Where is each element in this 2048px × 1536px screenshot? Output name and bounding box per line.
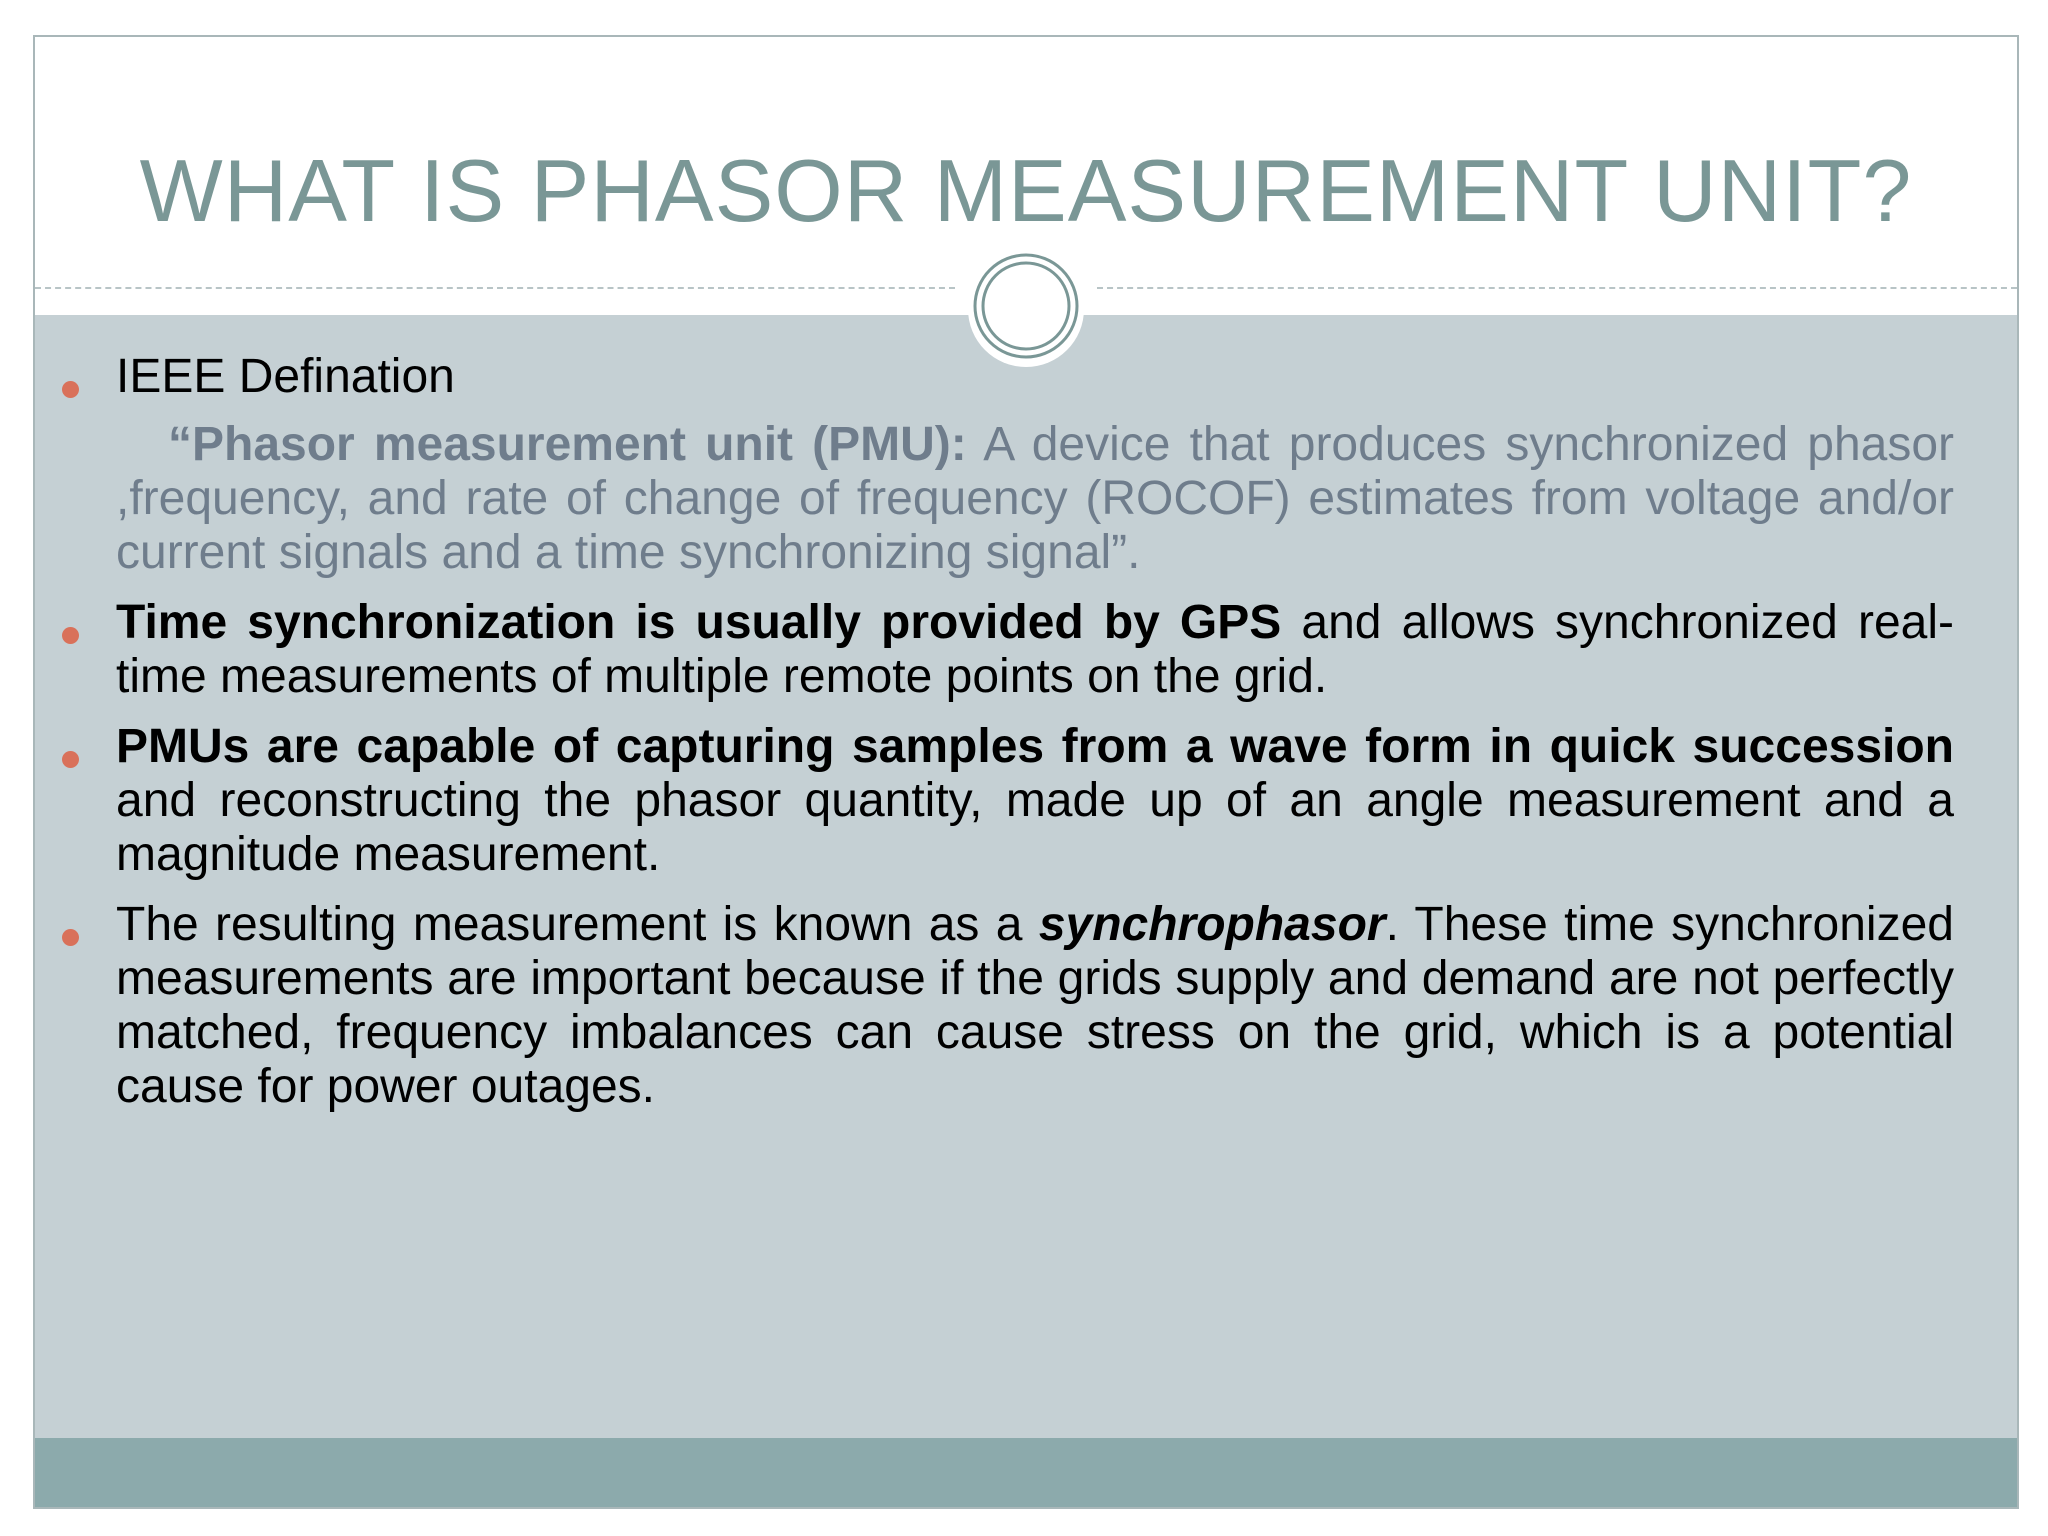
slide-title: WHAT IS PHASOR MEASUREMENT UNIT? — [139, 141, 1913, 240]
synchrophasor-term: synchrophasor — [1038, 898, 1386, 951]
footer-band — [35, 1438, 2017, 1507]
bullet-time-sync — [116, 596, 1954, 704]
quote-term: “Phasor measurement unit (PMU): — [168, 418, 967, 471]
bullet-body-start: The resulting measurement is known as a — [116, 898, 1039, 951]
bullet-ieee-definition — [116, 350, 1954, 580]
bullet-dot-icon — [62, 929, 79, 946]
quote-body: A device that produces synchronized phasor ,frequency, and rate of change of frequency (ROCOF) estimates from voltage and/or current signals and a time synchronizing signal”. — [116, 418, 1955, 579]
bullet-dot-icon — [62, 751, 79, 768]
title-divider-right — [1097, 287, 2017, 289]
bullet-list — [116, 350, 1954, 1130]
bullet-body: and reconstructing the phasor quantity, made up of an angle measurement and a magnitude measurement. — [116, 774, 1954, 881]
bullet-bold-text: Time synchronization is usually provided by GPS — [116, 596, 1282, 649]
bullet-text — [116, 596, 1954, 704]
bullet-body: and allows synchronized real-time measurements of multiple remote points on the grid. — [116, 596, 1955, 703]
bullet-dot-icon — [62, 381, 79, 398]
title-divider-left — [35, 287, 955, 289]
bullet-pmu-capability — [116, 720, 1954, 882]
definition-quote — [116, 418, 1954, 580]
bullet-text — [116, 898, 1954, 1114]
bullet-bold-text: PMUs are capable of capturing samples from a wave form in quick succession — [116, 720, 1954, 773]
bullet-dot-icon — [62, 627, 79, 644]
bullet-synchrophasor — [116, 898, 1954, 1114]
bullet-heading: IEEE Defination — [116, 350, 455, 403]
bullet-text — [116, 720, 1954, 882]
bullet-body-end: . These time synchronized measurements are important because if the grids supply and demand are not perfectly matched, frequency imbalances can cause stress on the grid, which is a potential cause for power outages. — [116, 898, 1954, 1113]
